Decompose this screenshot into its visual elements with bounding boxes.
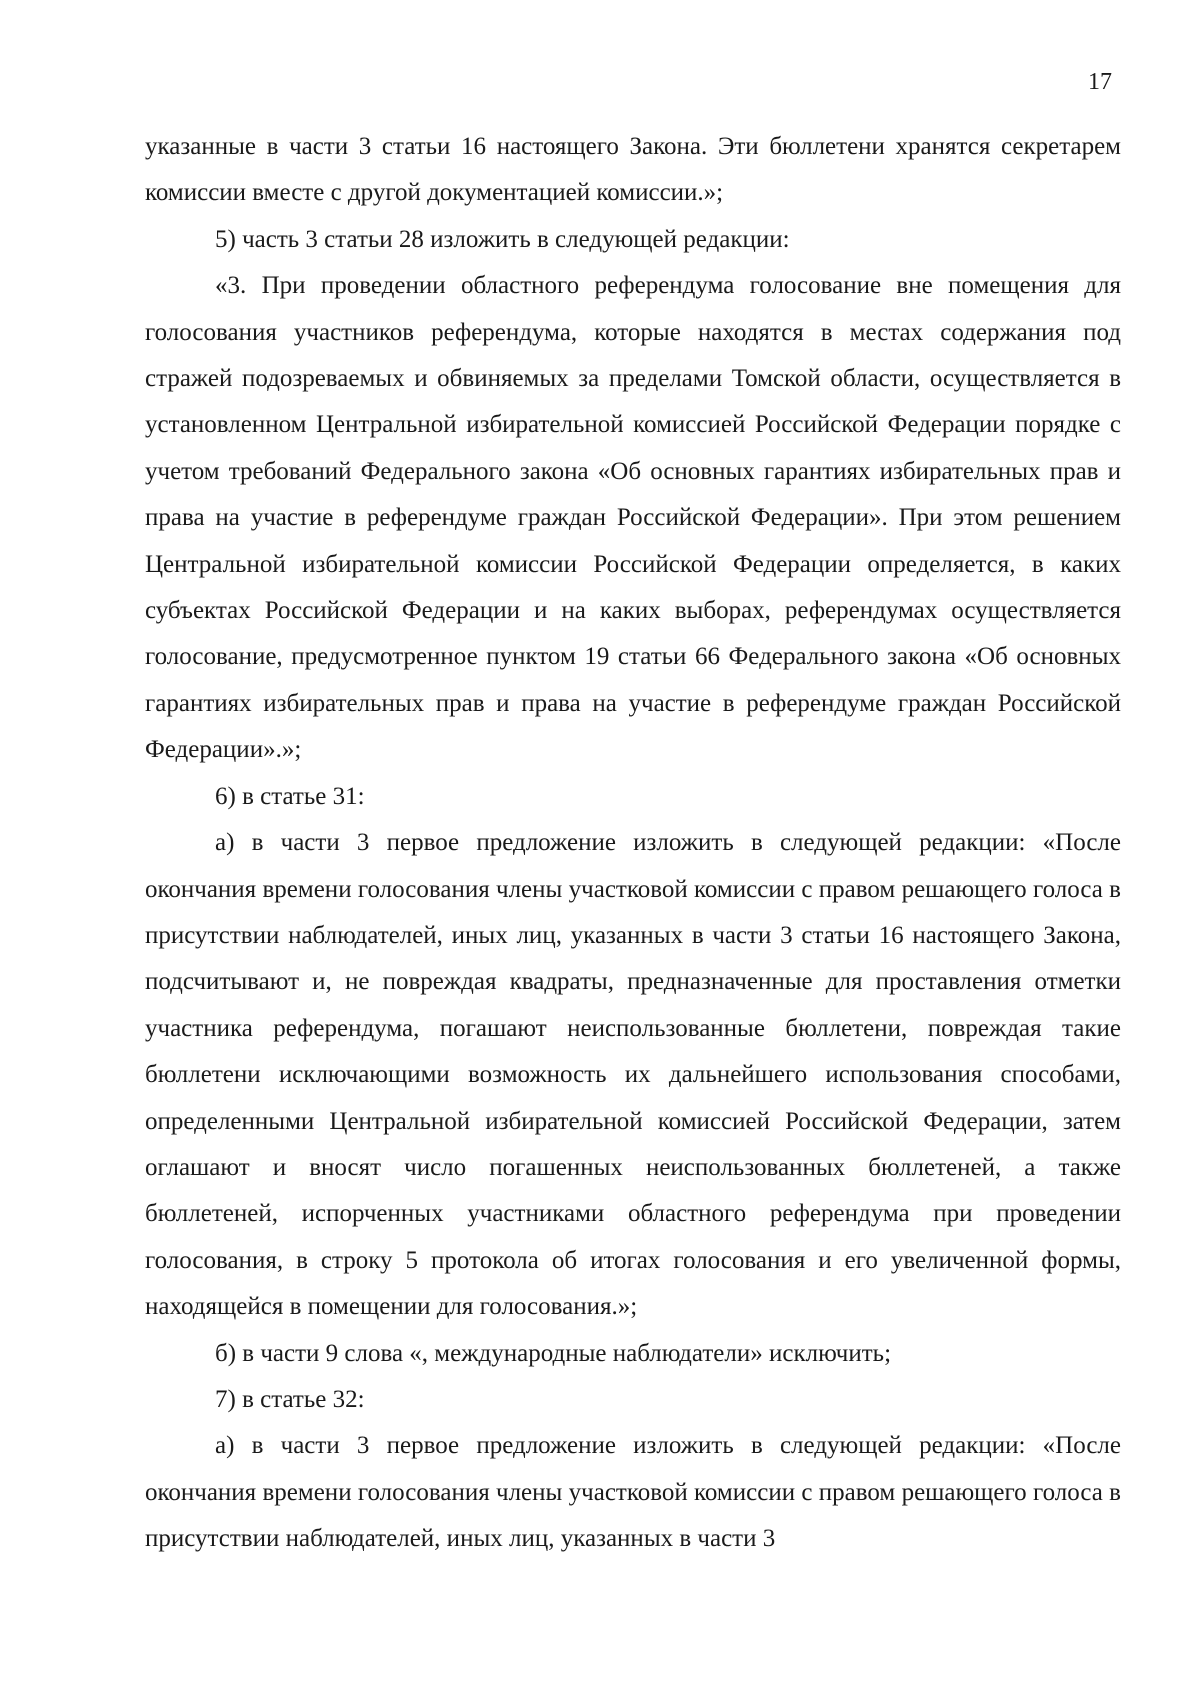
paragraph: 7) в статье 32: bbox=[215, 1385, 365, 1413]
paragraph: а) в части 3 первое предложение изложить в следующей редакции: «После окончания времени голосования члены участковой комиссии с правом решающего голоса в присутствии наблюдателей, иных лиц, указанных в части 3 статьи 16 настоящего Закона, подсчитывают и, не повреждая квадраты, предназначенные для проставления отметки участника референдума, погашают неиспользованные бюллетени, повреждая такие бюллетени исключающими возможность их дальнейшего использования способами, определенными Центральной избирательной комиссией Российской Федерации, затем оглашают и вносят число погашенных неиспользованных бюллетеней, а также бюллетеней, испорченных участниками областного референдума при проведении голосования, в строку 5 протокола об итогах голосования и его увеличенной формы, находящейся в помещении для голосования.»; bbox=[145, 829, 1121, 1321]
paragraph: указанные в части 3 статьи 16 настоящего Закона. Эти бюллетени хранятся секретарем комиссии вместе с другой документацией комиссии.»; bbox=[145, 133, 1121, 207]
paragraph: 6) в статье 31: bbox=[215, 782, 365, 810]
paragraph: 5) часть 3 статьи 28 изложить в следующей редакции: bbox=[215, 225, 790, 253]
document-body bbox=[145, 124, 1121, 1563]
paragraph: б) в части 9 слова «, международные наблюдатели» исключить; bbox=[215, 1339, 892, 1367]
paragraph: а) в части 3 первое предложение изложить в следующей редакции: «После окончания времени голосования члены участковой комиссии с правом решающего голоса в присутствии наблюдателей, иных лиц, указанных в части 3 bbox=[145, 1432, 1121, 1553]
page-number: 17 bbox=[1088, 69, 1112, 95]
paragraph: «3. При проведении областного референдума голосование вне помещения для голосования участников референдума, которые находятся в местах содержания под стражей подозреваемых и обвиняемых за пределами Томской области, осуществляется в установленном Центральной избирательной комиссией Российской Федерации порядке с учетом требований Федерального закона «Об основных гарантиях избирательных прав и права на участие в референдуме граждан Российской Федерации». При этом решением Центральной избирательной комиссии Российской Федерации определяется, в каких субъектах Российской Федерации и на каких выборах, референдумах осуществляется голосование, предусмотренное пунктом 19 статьи 66 Федерального закона «Об основных гарантиях избирательных прав и права на участие в референдуме граждан Российской Федерации».»; bbox=[145, 272, 1121, 764]
